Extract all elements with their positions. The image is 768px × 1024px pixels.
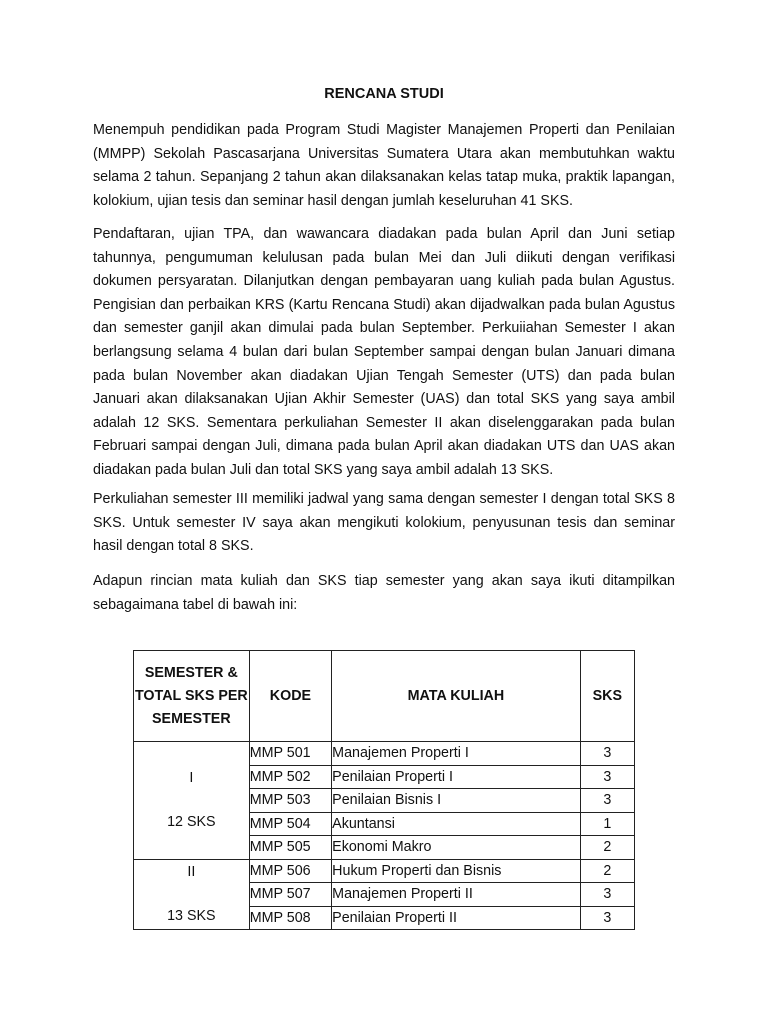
header-mata-kuliah: MATA KULIAH <box>332 651 580 742</box>
table-body <box>134 742 635 930</box>
course-code: MMP 503 <box>249 789 331 813</box>
course-sks: 3 <box>580 765 634 789</box>
course-sks: 3 <box>580 883 634 907</box>
course-name: Ekonomi Makro <box>332 836 580 860</box>
course-code: MMP 506 <box>249 859 331 883</box>
table-header-row <box>134 651 635 742</box>
paragraph-later-semesters: Perkuliahan semester III memiliki jadwal yang sama dengan semester I dengan total SKS 8 SKS. Untuk semester IV saya akan mengikuti kolokium, penyusunan tesis dan seminar hasil dengan total 8 SKS. <box>93 491 675 555</box>
course-sks: 2 <box>580 836 634 860</box>
course-code: MMP 508 <box>249 906 331 930</box>
semester-cell <box>134 859 250 930</box>
course-sks: 1 <box>580 812 634 836</box>
paragraph-schedule: Pendaftaran, ujian TPA, dan wawancara diadakan pada bulan April dan Juni setiap tahunnya, pengumuman kelulusan pada bulan Mei dan Juli diikuti dengan verifikasi dokumen persyaratan. Dilanjutkan dengan pembayaran uang kuliah pada bulan Agustus. Pengisian dan perbaikan KRS (Kartu Rencana Studi) akan dijadwalkan pada bulan Agustus dan semester ganjil akan dimulai pada bulan September. Perkuiiahan Semester I akan berlangsung selama 4 bulan dari bulan September sampai dengan bulan Januari dimana pada bulan November akan diadakan Ujian Tengah Semester (UTS) dan pada bulan Januari akan dilaksanakan Ujian Akhir Semester (UAS) dan total SKS yang saya ambil adalah 12 SKS. Sementara perkuliahan Semester II akan diselenggarakan pada bulan Februari sampai dengan Juli, dimana pada bulan April akan diadakan UTS dan UAS akan diadakan pada bulan Juli dan total SKS yang saya ambil adalah 13 SKS. <box>93 226 675 478</box>
semester-cell <box>134 742 250 860</box>
course-name: Hukum Properti dan Bisnis <box>332 859 580 883</box>
course-name: Manajemen Properti II <box>332 883 580 907</box>
semester-total-sks: 12 SKS <box>167 814 216 831</box>
course-name: Akuntansi <box>332 812 580 836</box>
semester-label: II <box>187 864 196 881</box>
paragraph-table-intro: Adapun rincian mata kuliah dan SKS tiap semester yang akan saya ikuti ditampilkan sebagaimana tabel di bawah ini: <box>93 573 675 613</box>
header-sks: SKS <box>580 651 634 742</box>
course-sks: 3 <box>580 742 634 766</box>
course-code: MMP 504 <box>249 812 331 836</box>
table-row <box>134 859 635 883</box>
semester-total-sks: 13 SKS <box>167 908 216 925</box>
course-name: Penilaian Bisnis I <box>332 789 580 813</box>
course-sks: 3 <box>580 789 634 813</box>
course-sks: 3 <box>580 906 634 930</box>
course-code: MMP 502 <box>249 765 331 789</box>
paragraph-program-overview: Menempuh pendidikan pada Program Studi Magister Manajemen Properti dan Penilaian (MMPP) Sekolah Pascasarjana Universitas Sumatera Utara akan membutuhkan waktu selama 2 tahun. Sepanjang 2 tahun akan dilaksanakan kelas tatap muka, praktik lapangan, kolokium, ujian tesis dan seminar hasil dengan jumlah keseluruhan 41 SKS. <box>93 122 675 209</box>
course-name: Penilaian Properti I <box>332 765 580 789</box>
course-code: MMP 501 <box>249 742 331 766</box>
course-name: Penilaian Properti II <box>332 906 580 930</box>
course-name: Manajemen Properti I <box>332 742 580 766</box>
semester-label: I <box>189 770 194 787</box>
document-title: RENCANA STUDI <box>324 86 444 102</box>
course-code: MMP 507 <box>249 883 331 907</box>
course-table <box>133 650 635 930</box>
table-row <box>134 742 635 766</box>
course-code: MMP 505 <box>249 836 331 860</box>
header-kode: KODE <box>249 651 331 742</box>
course-sks: 2 <box>580 859 634 883</box>
header-semester: SEMESTER & TOTAL SKS PER SEMESTER <box>134 651 250 742</box>
